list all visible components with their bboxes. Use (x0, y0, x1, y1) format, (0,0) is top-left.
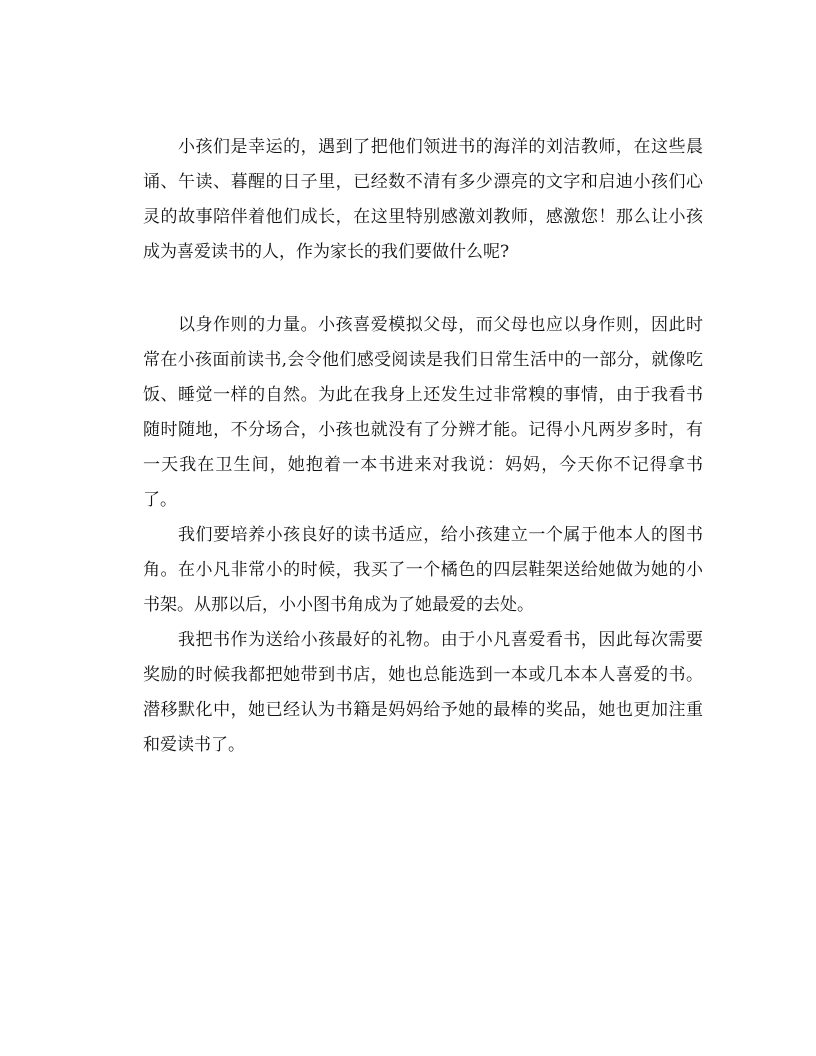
paragraph-lead-by-example: 以身作则的力量。小孩喜爱模拟父母，而父母也应以身作则，因此时常在小孩面前读书,会令他们感受阅读是我们日常生活中的一部分，就像吃饭、睡觉一样的自然。为此在我身上还发生过非常糗的事情，由于我看书随时随地，不分场合，小孩也就没有了分辨才能。记得小凡两岁多时，有一天我在卫生间，她抱着一本书进来对我说：妈妈，今天你不记得拿书了。 (143, 315, 703, 510)
paragraph-book-corner: 我们要培养小孩良好的读书适应，给小孩建立一个属于他本人的图书角。在小凡非常小的时候，我买了一个橘色的四层鞋架送给她做为她的小书架。从那以后，小小图书角成为了她最爱的去处。 (143, 525, 703, 615)
paragraph-books-as-gifts: 我把书作为送给小孩最好的礼物。由于小凡喜爱看书，因此每次需要奖励的时候我都把她带到书店，她也总能选到一本或几本本人喜爱的书。潜移默化中，她已经认为书籍是妈妈给予她的最棒的奖品，她也更加注重和爱读书了。 (143, 630, 703, 755)
paragraph-intro: 小孩们是幸运的，遇到了把他们领进书的海洋的刘洁教师，在这些晨诵、午读、暮醒的日子里，已经数不清有多少漂亮的文字和启迪小孩们心灵的故事陪伴着他们成长，在这里特别感激刘教师，感激您！那么让小孩成为喜爱读书的人，作为家长的我们要做什么呢? (143, 137, 703, 262)
document-body (143, 130, 703, 763)
